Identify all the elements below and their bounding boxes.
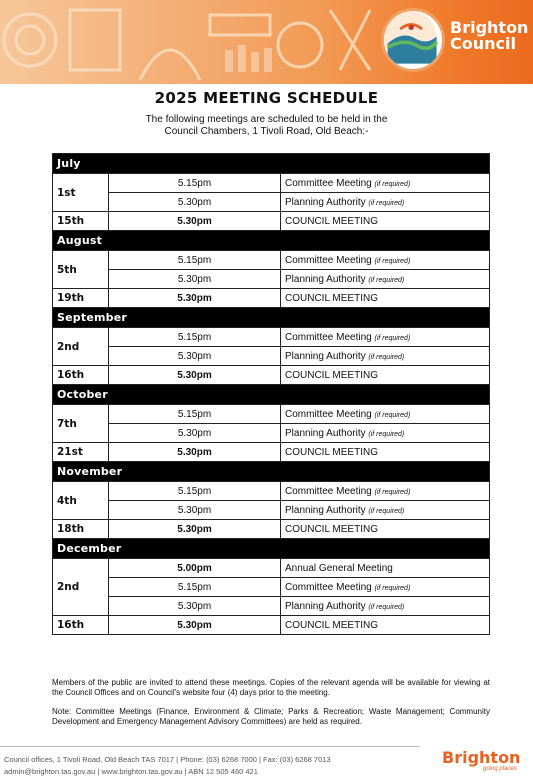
meeting-name: Committee Meeting <box>285 485 372 497</box>
meeting-time: 5.30pm <box>109 347 281 366</box>
month-header-row <box>53 308 490 328</box>
meeting-row <box>53 501 490 520</box>
footer-contact <box>4 754 331 777</box>
meeting-note: (if required) <box>374 180 411 188</box>
meeting-name: COUNCIL MEETING <box>285 619 378 631</box>
meeting-description <box>281 251 490 270</box>
banner-pattern-art <box>0 0 380 84</box>
meeting-note: (if required) <box>374 257 411 265</box>
meeting-time: 5.30pm <box>109 597 281 616</box>
meeting-day: 5th <box>53 251 109 289</box>
meeting-note: (if required) <box>368 603 405 611</box>
council-name-line2: Council <box>450 34 516 53</box>
meeting-description <box>281 616 490 635</box>
meeting-time: 5.30pm <box>109 212 281 231</box>
month-header-row <box>53 539 490 559</box>
meeting-row <box>53 193 490 212</box>
meeting-time: 5.30pm <box>109 616 281 635</box>
meeting-description <box>281 328 490 347</box>
month-name: November <box>53 462 490 482</box>
meeting-time: 5.00pm <box>109 559 281 578</box>
meeting-row <box>53 424 490 443</box>
meeting-description <box>281 212 490 231</box>
meeting-description <box>281 578 490 597</box>
meeting-row <box>53 289 490 308</box>
meeting-name: Annual General Meeting <box>285 562 393 574</box>
meeting-note: (if required) <box>368 353 405 361</box>
meeting-row <box>53 174 490 193</box>
meeting-name: Planning Authority <box>285 273 366 285</box>
meeting-time: 5.30pm <box>109 289 281 308</box>
month-header-row <box>53 385 490 405</box>
meeting-day: 2nd <box>53 559 109 616</box>
subtitle-line2: Council Chambers, 1 Tivoli Road, Old Beach:- <box>164 126 369 137</box>
meeting-time: 5.30pm <box>109 520 281 539</box>
meeting-day: 2nd <box>53 328 109 366</box>
header-banner <box>0 0 533 84</box>
meeting-row <box>53 520 490 539</box>
committee-note: Note: Committee Meetings (Finance, Environment & Climate; Parks & Recreation; Waste Management; Community Development and Emergency Management Advisory Committees) are held as required. <box>52 707 490 726</box>
meeting-time: 5.15pm <box>109 328 281 347</box>
meeting-note: (if required) <box>374 488 411 496</box>
council-name-line1: Brighton <box>450 18 529 37</box>
meeting-day: 4th <box>53 482 109 520</box>
meeting-row <box>53 212 490 231</box>
meeting-note: (if required) <box>368 276 405 284</box>
meeting-schedule-table <box>52 153 490 635</box>
footer-web: admin@brighton.tas.gov.au | www.brighton.tas.gov.au | ABN 12 505 460 421 <box>4 767 258 776</box>
page-title: 2025 MEETING SCHEDULE <box>154 89 379 107</box>
council-logo <box>381 8 445 72</box>
meeting-time: 5.30pm <box>109 193 281 212</box>
meeting-time: 5.15pm <box>109 482 281 501</box>
meeting-name: Committee Meeting <box>285 254 372 266</box>
public-notice: Members of the public are invited to attend these meetings. Copies of the relevant agenda will be available for viewing at the Council Offices and on Council's website four (4) days prior to the meeting. <box>52 678 490 697</box>
meeting-time: 5.15pm <box>109 174 281 193</box>
subtitle-line1: The following meetings are scheduled to be held in the <box>145 114 388 125</box>
meeting-name: Committee Meeting <box>285 581 372 593</box>
meeting-day: 15th <box>53 212 109 231</box>
meeting-description <box>281 520 490 539</box>
meeting-row <box>53 597 490 616</box>
footer-logo: Brighton <box>442 748 521 767</box>
month-name: July <box>53 154 490 174</box>
meeting-time: 5.15pm <box>109 251 281 270</box>
meeting-row <box>53 366 490 385</box>
month-header-row <box>53 154 490 174</box>
meeting-name: Planning Authority <box>285 504 366 516</box>
meeting-day: 16th <box>53 366 109 385</box>
meeting-description <box>281 405 490 424</box>
meeting-note: (if required) <box>374 411 411 419</box>
meeting-name: Planning Authority <box>285 600 366 612</box>
meeting-name: Planning Authority <box>285 427 366 439</box>
month-name: December <box>53 539 490 559</box>
meeting-note: (if required) <box>368 430 405 438</box>
meeting-description <box>281 501 490 520</box>
meeting-day: 19th <box>53 289 109 308</box>
footer-address: Council offices, 1 Tivoli Road, Old Beach TAS 7017 | Phone: (03) 6268 7000 | Fax: (03) 6268 7013 <box>4 755 331 764</box>
meeting-name: Committee Meeting <box>285 408 372 420</box>
meeting-day: 21st <box>53 443 109 462</box>
meeting-note: (if required) <box>368 199 405 207</box>
page-subtitle <box>0 114 533 138</box>
meeting-name: COUNCIL MEETING <box>285 292 378 304</box>
month-name: September <box>53 308 490 328</box>
meeting-row <box>53 328 490 347</box>
council-name <box>450 20 528 52</box>
meeting-name: Committee Meeting <box>285 177 372 189</box>
meeting-name: Planning Authority <box>285 350 366 362</box>
meeting-time: 5.30pm <box>109 366 281 385</box>
meeting-note: (if required) <box>374 584 411 592</box>
meeting-row <box>53 443 490 462</box>
month-name: October <box>53 385 490 405</box>
meeting-row <box>53 482 490 501</box>
meeting-time: 5.30pm <box>109 443 281 462</box>
meeting-description <box>281 597 490 616</box>
meeting-description <box>281 559 490 578</box>
meeting-time: 5.15pm <box>109 405 281 424</box>
meeting-description <box>281 174 490 193</box>
meeting-description <box>281 347 490 366</box>
footer-tagline: going places <box>483 766 517 772</box>
meeting-description <box>281 193 490 212</box>
meeting-row <box>53 251 490 270</box>
meeting-time: 5.30pm <box>109 424 281 443</box>
meeting-description <box>281 443 490 462</box>
meeting-description <box>281 482 490 501</box>
meeting-day: 18th <box>53 520 109 539</box>
meeting-name: Planning Authority <box>285 196 366 208</box>
notes-section <box>52 678 490 736</box>
meeting-name: Committee Meeting <box>285 331 372 343</box>
meeting-name: COUNCIL MEETING <box>285 369 378 381</box>
meeting-note: (if required) <box>368 507 405 515</box>
meeting-name: COUNCIL MEETING <box>285 523 378 535</box>
meeting-day: 1st <box>53 174 109 212</box>
month-header-row <box>53 231 490 251</box>
meeting-day: 7th <box>53 405 109 443</box>
meeting-note: (if required) <box>374 334 411 342</box>
meeting-day: 16th <box>53 616 109 635</box>
month-name: August <box>53 231 490 251</box>
meeting-row <box>53 347 490 366</box>
meeting-name: COUNCIL MEETING <box>285 446 378 458</box>
meeting-description <box>281 424 490 443</box>
meeting-time: 5.30pm <box>109 501 281 520</box>
meeting-description <box>281 270 490 289</box>
meeting-time: 5.15pm <box>109 578 281 597</box>
meeting-row <box>53 270 490 289</box>
footer-divider <box>0 746 420 747</box>
meeting-time: 5.30pm <box>109 270 281 289</box>
meeting-name: COUNCIL MEETING <box>285 215 378 227</box>
meeting-description <box>281 366 490 385</box>
meeting-row <box>53 578 490 597</box>
month-header-row <box>53 462 490 482</box>
meeting-row <box>53 405 490 424</box>
meeting-description <box>281 289 490 308</box>
meeting-row <box>53 616 490 635</box>
meeting-row <box>53 559 490 578</box>
